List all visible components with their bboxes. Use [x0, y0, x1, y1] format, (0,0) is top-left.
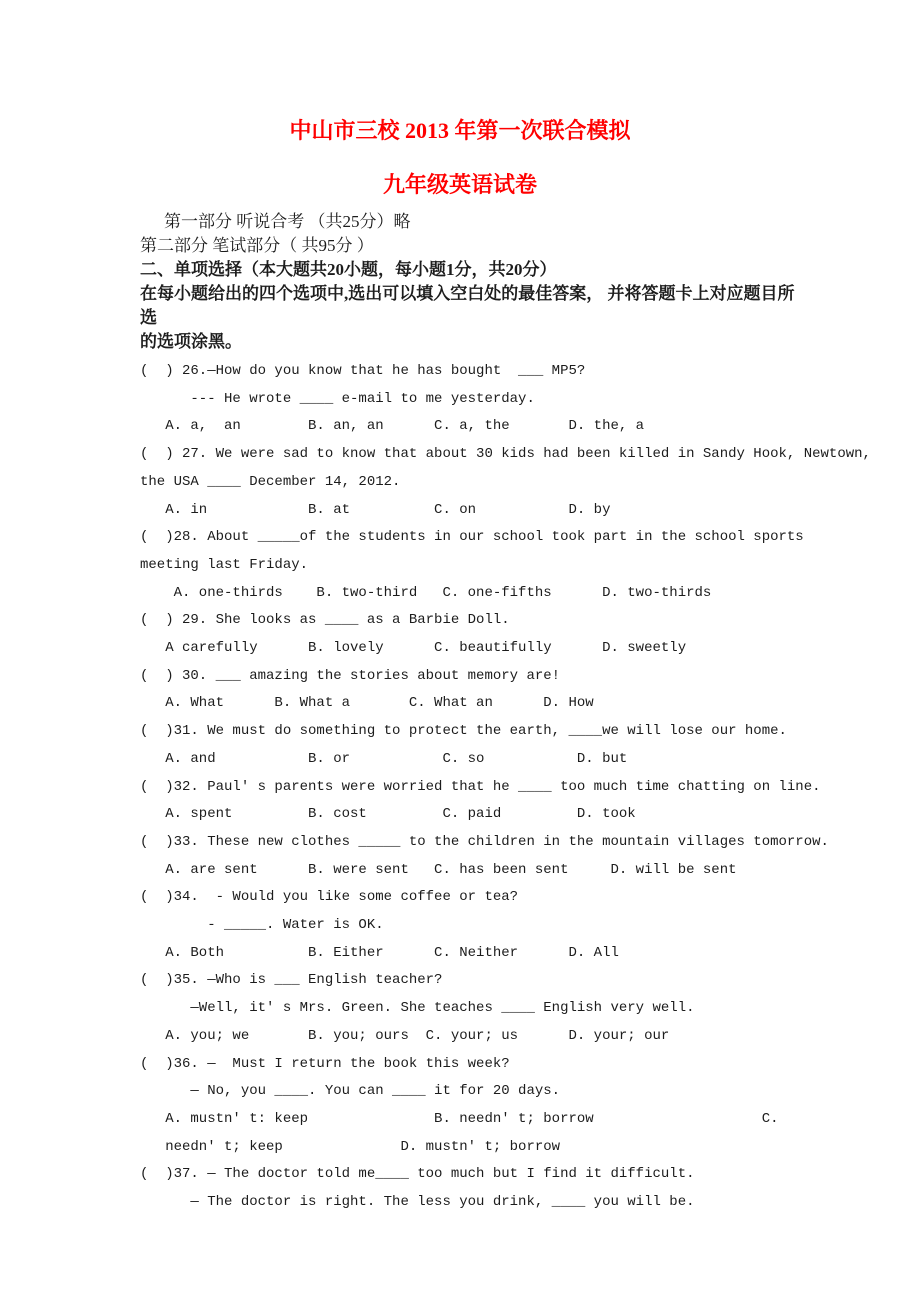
question-28 [0, 524, 920, 607]
question-36-stem: ( )36. — Must I return the book this week? [140, 1055, 510, 1072]
question-34-options: A. Both B. Either C. Neither D. All [140, 944, 619, 961]
question-31-stem: ( )31. We must do something to protect the earth, ____we will lose our home. [140, 723, 787, 740]
question-29 [0, 607, 920, 662]
question-33-options: A. are sent B. were sent C. has been sent D. will be sent [140, 861, 737, 878]
question-27 [0, 441, 920, 524]
question-36-options: A. mustn' t: keep B. needn' t; borrow C. [140, 1110, 779, 1127]
question-32-options: A. spent B. cost C. paid D. took [140, 806, 636, 823]
question-33 [0, 829, 920, 884]
question-27-options: A. in B. at C. on D. by [140, 501, 611, 518]
questions-list [0, 358, 920, 1217]
question-28-stem: ( )28. About _____of the students in our school took part in the school sports [140, 529, 804, 546]
question-27-stem: ( ) 27. We were sad to know that about 30 kids had been killed in Sandy Hook, Newtown, [140, 446, 871, 463]
question-30-options: A. What B. What a C. What an D. How [140, 695, 594, 712]
question-29-stem: ( ) 29. She looks as ____ as a Barbie Doll. [140, 612, 510, 629]
doc-subtitle: 九年级英语试卷 [382, 172, 537, 197]
part1-heading: 第一部分 听说合考 （共25分）略 [164, 212, 411, 231]
question-36 [0, 1051, 920, 1162]
question-27-stem-cont: the USA ____ December 14, 2012. [140, 473, 401, 490]
question-35-options: A. you; we B. you; ours C. your; us D. your; our [140, 1027, 670, 1044]
section2-heading: 二、单项选择（本大题共20小题，每小题1分，共20分） [140, 260, 557, 279]
question-32-stem: ( )32. Paul' s parents were worried that he ____ too much time chatting on line. [140, 778, 821, 795]
question-30-stem: ( ) 30. ___ amazing the stories about memory are! [140, 667, 561, 684]
question-34-stem: ( )34. - Would you like some coffee or tea? [140, 889, 519, 906]
question-31-options: A. and B. or C. so D. but [140, 750, 628, 767]
question-30 [0, 663, 920, 718]
question-29-options: A carefully B. lovely C. beautifully D. sweetly [140, 640, 687, 657]
doc-title: 中山市三校 2013 年第一次联合模拟 [289, 118, 631, 143]
question-37-reply: — The doctor is right. The less you drink, ____ you will be. [140, 1194, 695, 1211]
question-32 [0, 774, 920, 829]
question-35-reply: —Well, it' s Mrs. Green. She teaches ____ English very well. [140, 1000, 695, 1017]
part2-heading: 第二部分 笔试部分（ 共95分 ） [140, 236, 374, 255]
question-36-options-cont: needn' t; keep D. mustn' t; borrow [140, 1138, 561, 1155]
question-31 [0, 718, 920, 773]
question-37-stem: ( )37. — The doctor told me____ too much but I find it difficult. [140, 1166, 695, 1183]
question-34-reply: - _____. Water is OK. [140, 917, 384, 934]
question-28-stem-cont: meeting last Friday. [140, 556, 309, 573]
question-26 [0, 358, 920, 441]
question-26-reply: --- He wrote ____ e-mail to me yesterday. [140, 390, 535, 407]
question-34 [0, 884, 920, 967]
question-33-stem: ( )33. These new clothes _____ to the children in the mountain villages tomorrow. [140, 833, 829, 850]
question-28-options: A. one-thirds B. two-third C. one-fifths D. two-thirds [140, 584, 712, 601]
instructions-line-1: 在每小题给出的四个选项中,选出可以填入空白处的最佳答案， 并将答题卡上对应题目所选 [140, 284, 795, 327]
question-37 [0, 1161, 920, 1216]
question-35-stem: ( )35. —Who is ___ English teacher? [140, 972, 443, 989]
question-26-options: A. a, an B. an, an C. a, the D. the, a [140, 418, 645, 435]
instructions-line-2: 的选项涂黑。 [140, 332, 242, 351]
section-headings [0, 210, 920, 354]
question-35 [0, 967, 920, 1050]
question-36-reply: — No, you ____. You can ____ it for 20 days. [140, 1083, 561, 1100]
question-26-stem: ( ) 26.—How do you know that he has bought ___ MP5? [140, 363, 586, 379]
